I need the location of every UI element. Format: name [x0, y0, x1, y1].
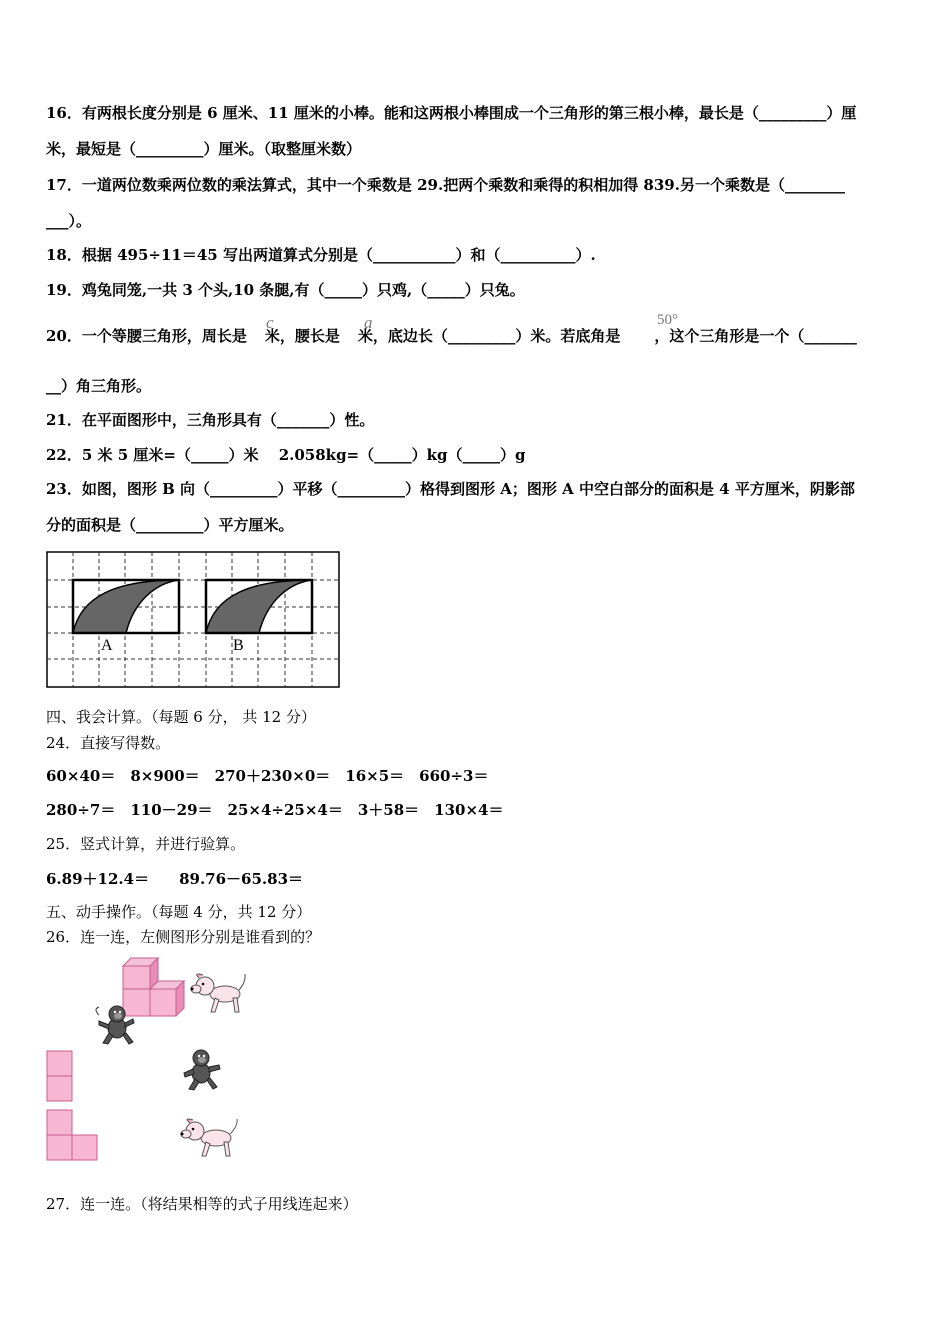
q24-row1: 60×40＝ 8×900＝ 270＋230×0＝ 16×5＝ 660÷3＝ [46, 767, 489, 785]
translation-grid-figure [46, 551, 340, 688]
q25-title: 25．竖式计算，并进行验算。 [46, 835, 246, 853]
angle-50: 50° [657, 312, 678, 328]
q17-line2: ___）。 [46, 212, 92, 230]
view-column-two [46, 1050, 74, 1104]
q16-line2: 米，最短是（_________）厘米。（取整厘米数） [46, 140, 362, 158]
q20-part3: 米，底边长（_________）米。若底角是 [357, 327, 621, 345]
q25-row: 6.89＋12.4＝ 89.76－65.83＝ [46, 870, 304, 888]
section4-heading: 四、我会计算。（每题 6 分， 共 12 分） [46, 708, 316, 726]
var-a: a [364, 313, 373, 332]
var-c: c [266, 313, 274, 332]
label-a: A [101, 637, 113, 654]
q20-part2: 米，腰长是 [264, 327, 340, 345]
q22-text: 22．5 米 5 厘米=（_____）米 2.058kg=（_____）kg（_____）g [46, 446, 526, 464]
q17-line1: 17．一道两位数乘两位数的乘法算式，其中一个乘数是 29.把两个乘数和乘得的积相加得 839.另一个乘数是（________ [46, 176, 845, 194]
view-l-shape [46, 1109, 100, 1163]
dog-icon [189, 970, 249, 1018]
monkey-icon-2 [181, 1047, 225, 1093]
q20-part1: 20．一个等腰三角形，周长是 [46, 327, 247, 345]
monkey-icon [93, 1003, 137, 1047]
q20-line1 [46, 326, 857, 346]
q24-title: 24．直接写得数。 [46, 734, 171, 752]
q20-line2: __）角三角形。 [46, 377, 152, 395]
q27-title: 27．连一连。（将结果相等的式子用线连起来） [46, 1195, 358, 1213]
dog-icon-2 [180, 1116, 242, 1162]
q23-line1: 23．如图，图形 B 向（_________）平移（_________）格得到图形 A；图形 A 中空白部分的面积是 4 平方厘米，阴影部 [46, 480, 855, 498]
q16-line1: 16．有两根长度分别是 6 厘米、11 厘米的小棒。能和这两根小棒围成一个三角形的第三根小棒，最长是（_________）厘 [46, 104, 857, 122]
q26-title: 26．连一连，左侧图形分别是谁看到的？ [46, 928, 321, 946]
q18-text: 18．根据 495÷11＝45 写出两道算式分别是（___________）和（__________）. [46, 246, 596, 264]
q20-part4: ，这个三角形是一个（_______ [654, 327, 857, 345]
section5-heading: 五、动手操作。（每题 4 分，共 12 分） [46, 903, 312, 921]
q23-line2: 分的面积是（_________）平方厘米。 [46, 516, 294, 534]
q19-text: 19．鸡兔同笼,一共 3 个头,10 条腿,有（_____）只鸡,（_____）只兔。 [46, 281, 525, 299]
q24-row2: 280÷7＝ 110－29＝ 25×4÷25×4＝ 3＋58＝ 130×4＝ [46, 801, 504, 819]
q21-text: 21．在平面图形中，三角形具有（_______）性。 [46, 411, 375, 429]
label-b: B [233, 637, 244, 654]
